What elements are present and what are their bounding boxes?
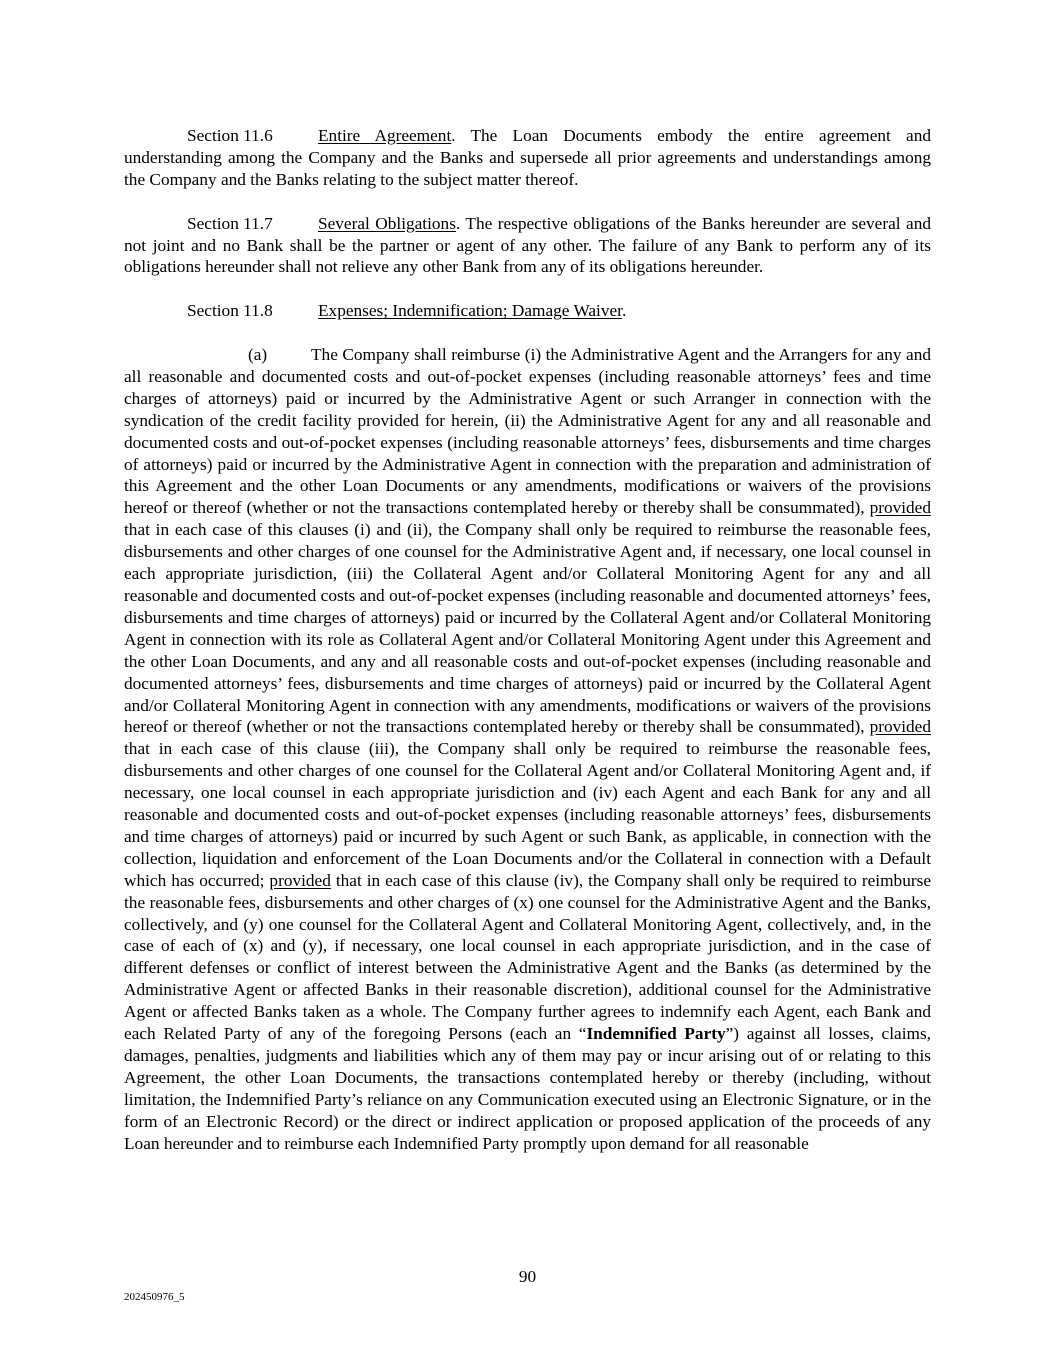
clause-text-2: that in each case of this clauses (i) and (ii), the Company shall only be required to reimburse the reasonable fees, disbursements and other charges of one counsel for the Administrative Agent and, if necessary, one local counsel in each appropriate jurisdiction, (iii) the Collateral Agent and/or Collateral Monitoring Agent for any and all reasonable and documented costs and out-of-pocket expenses (including reasonable and documented attorneys’ fees, disbursements and time charges of attorneys) paid or incurred by the Collateral Agent and/or Collateral Monitoring Agent in connection with its role as Collateral Agent and/or Collateral Monitoring Agent under this Agreement and the other Loan Documents, and any and all reasonable costs and out-of-pocket expenses (including reasonable and documented attorneys’ fees, disbursements and time charges of attorneys) paid or incurred by the Collateral Agent and/or Collateral Monitoring Agent in connection with any amendments, modifications or waivers of the provisions hereof or thereof (whether or not the transactions contemplated hereby or thereby shall be consummated), (124, 520, 931, 737)
section-number: Section 11.6 (187, 126, 273, 145)
section-11-6 (124, 125, 931, 191)
clause-text-4: that in each case of this clause (iv), the Company shall only be required to reimburse the reasonable fees, disbursements and other charges of (x) one counsel for the Administrative Agent and the Banks, collectively, and (y) one counsel for the Collateral Agent and Collateral Monitoring Agent, collectively, and, in the case of each of (x) and (y), if necessary, one local counsel in each appropriate jurisdiction, and in the case of different defenses or conflict of interest between the Administrative Agent and the Banks (as determined by the Administrative Agent or affected Banks in their reasonable discretion), additional counsel for the Administrative Agent or affected Banks taken as a whole. The Company further agrees to indemnify each Agent, each Bank and each Related Party of any of the foregoing Persons (each an “ (124, 870, 931, 1044)
defined-term: Indemnified Party (586, 1024, 726, 1044)
clause-text-1: The Company shall reimburse (i) the Administrative Agent and the Arrangers for any and all reasonable and documented costs and out-of-pocket expenses (including reasonable attorneys’ fees and time charges of attorneys) paid or incurred by the Administrative Agent or such Arranger in connection with the syndication of the credit facility provided for herein, (ii) the Administrative Agent for any and all reasonable and documented costs and out-of-pocket expenses (including reasonable attorneys’ fees, disbursements and time charges of attorneys) paid or incurred by the Administrative Agent in connection with the preparation and administration of this Agreement and the other Loan Documents or any amendments, modifications or waivers of the provisions hereof or thereof (whether or not the transactions contemplated hereby or thereby shall be consummated), (124, 345, 931, 518)
section-title: Several Obligations (318, 213, 456, 233)
section-text: . The respective obligations of the Banks hereunder are several and not joint and no Bank shall be the partner or agent of any other. The failure of any Bank to perform any of its obligations hereunder shall not relieve any other Bank from any of its obligations hereunder. (124, 213, 931, 277)
clause-a (124, 344, 931, 1155)
section-11-8-heading (124, 300, 931, 322)
section-number: Section 11.8 (187, 301, 273, 321)
section-title: Entire Agreement (318, 126, 452, 145)
section-text: . The Loan Documents embody the entire agreement and understanding among the Company and the Banks and supersede all prior agreements and understandings among the Company and the Banks relating to the subject matter thereof. (124, 126, 931, 189)
section-text: . (621, 301, 627, 321)
clause-text-3: that in each case of this clause (iii), the Company shall only be required to reimburse the reasonable fees, disbursements and other charges of one counsel for the Collateral Agent and/or Collateral Monitoring Agent and, if necessary, one local counsel in each appropriate jurisdiction and (iv) each Agent and each Bank for any and all reasonable and documented costs and out-of-pocket expenses (including reasonable attorneys’ fees, disbursements and time charges of attorneys) paid or incurred by such Agent or such Bank, as applicable, in connection with the collection, liquidation and enforcement of the Loan Documents and/or the Collateral in connection with a Default which has occurred; (124, 739, 931, 890)
page-number: 90 (518, 1267, 537, 1286)
document-body (124, 125, 931, 1155)
provided-term: provided (869, 717, 931, 737)
provided-term: provided (269, 870, 331, 890)
document-id: 202450976_5 (124, 1291, 185, 1303)
clause-label: (a) (248, 345, 268, 365)
clause-text-5: ”) against all losses, claims, damages, penalties, judgments and liabilities which any of them may pay or incur arising out of or relating to this Agreement, the other Loan Documents, the transactions contemplated hereby or thereby (including, without limitation, the Indemnified Party’s reliance on any Communication executed using an Electronic Signature, or in the form of an Electronic Record) or the direct or indirect application or proposed application of the proceeds of any Loan hereunder and to reimburse each Indemnified Party promptly upon demand for all reasonable (124, 1024, 931, 1153)
section-number: Section 11.7 (187, 213, 273, 233)
provided-term: provided (869, 498, 931, 518)
section-11-7 (124, 213, 931, 279)
section-title: Expenses; Indemnification; Damage Waiver (318, 301, 622, 321)
